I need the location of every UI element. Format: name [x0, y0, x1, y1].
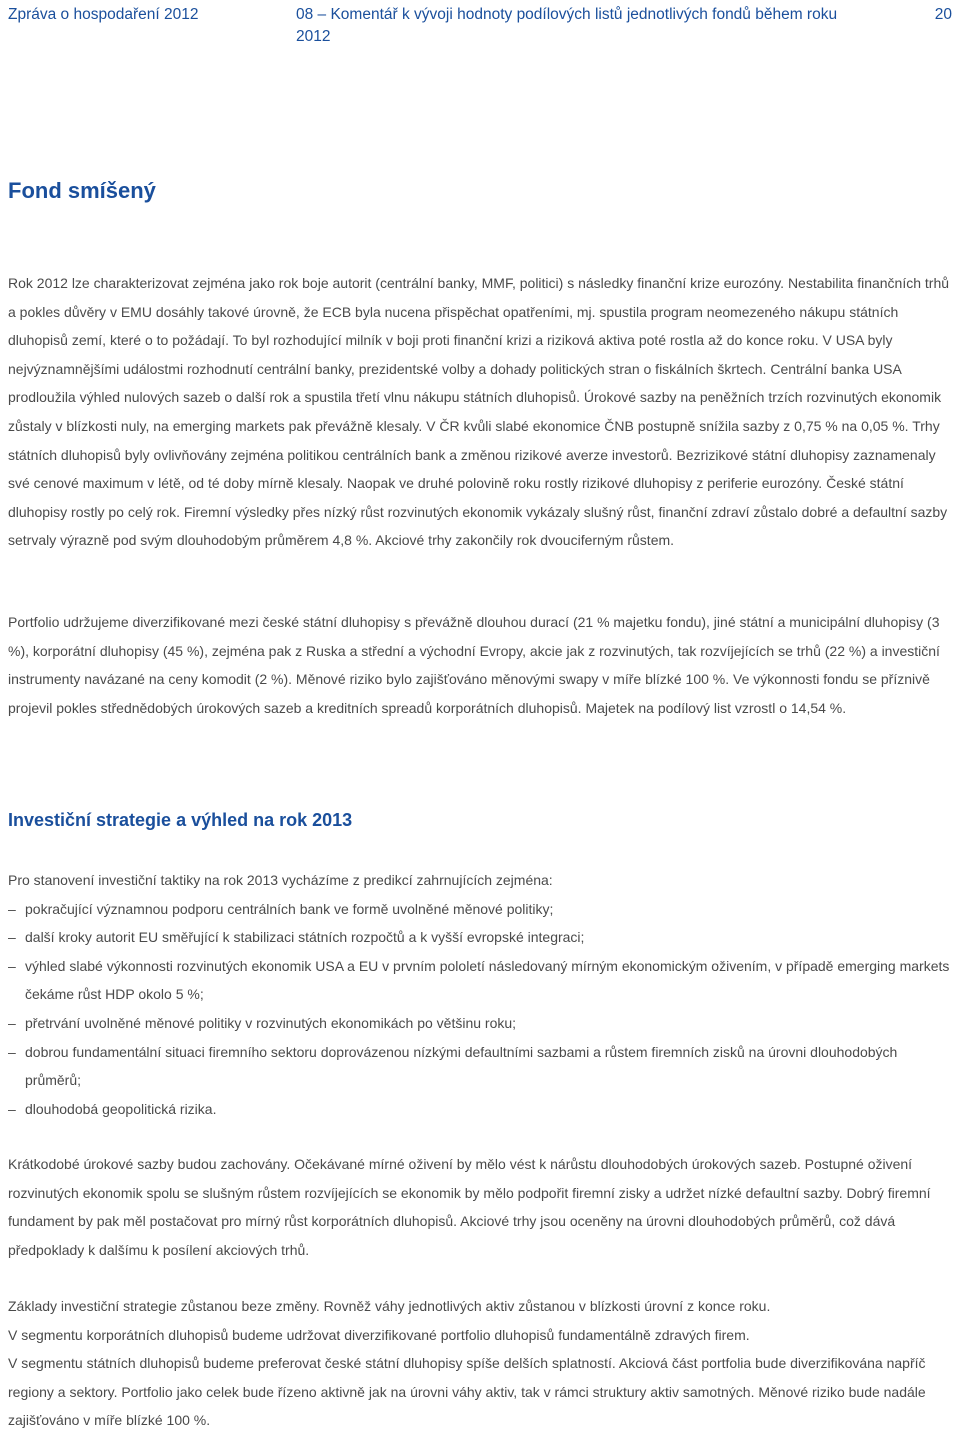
list-item — [8, 1038, 956, 1095]
list-item — [8, 895, 956, 924]
list-item-text: dlouhodobá geopolitická rizika. — [25, 1100, 217, 1117]
report-title: Zpráva o hospodaření 2012 — [8, 6, 199, 23]
fund-commentary-paragraph — [8, 269, 956, 555]
dash-marker: – — [8, 929, 16, 946]
paragraph-line: V segmentu korporátních dluhopisů budeme udržovat diverzifikované portfolio dluhopisů fundamentálně zdravých firem. — [8, 1326, 750, 1343]
paragraph: Pro stanovení investiční taktiky na rok 2013 vycházíme z predikcí zahrnujících zejména: — [8, 872, 553, 888]
portfolio-paragraph — [8, 608, 956, 722]
section-title-fund: Fond smíšený — [8, 178, 156, 203]
list-item — [8, 952, 956, 1009]
dash-marker: – — [8, 900, 16, 917]
prediction-list — [8, 895, 956, 1124]
dash-marker: – — [8, 1014, 16, 1031]
strategy-intro — [8, 866, 956, 1123]
list-item-text: další kroky autorit EU směřující k stabilizaci státních rozpočtů a k vyšší evropské integraci; — [25, 929, 585, 946]
chapter-title: 08 – Komentář k vývoji hodnoty podílových listů jednotlivých fondů během roku 2012 — [296, 6, 838, 45]
outlook-paragraph — [8, 1150, 956, 1264]
list-item-text: pokračující významnou podporu centrálních bank ve formě uvolněné měnové politiky; — [25, 900, 554, 917]
paragraph-line: Základy investiční strategie zůstanou beze změny. Rovněž váhy jednotlivých aktiv zůstanou v blízkosti úrovní z konce roku. — [8, 1298, 771, 1314]
dash-marker: – — [8, 957, 16, 974]
list-item-text: přetrvání uvolněné měnové politiky v rozvinutých ekonomikách po většinu roku; — [25, 1014, 517, 1031]
closing-paragraph — [8, 1292, 956, 1435]
dash-marker: – — [8, 1043, 16, 1060]
paragraph: Rok 2012 lze charakterizovat zejména jako rok boje autorit (centrální banky, MMF, politici) s následky finanční krize eurozóny. Nestabilita finančních trhů a pokles důvěry v EMU dosáhly takové úrovně, že ECB byla nucena přispěchat opatřeními, mj. spustila program neomezeného nákupu státních dluhopisů zemí, které o to požádají. To byl rozhodující milník v boji proti finanční krizi a riziková aktiva poté rostla až do konce roku. V USA byly nejvýznamnějšími událostmi rozhodnutí centrální banky, prezidentské volby a dohady politických stran o fiskálních škrtech. Centrální banka USA prodloužila výhled nulových sazeb o další rok a spustila třetí vlnu nákupu státních dluhopisů. Úrokové sazby na peněžních trzích rozvinutých ekonomik zůstaly v blízkosti nuly, na emerging markets pak převážně klesaly. V ČR kvůli slabé ekonomice ČNB postupně snížila sazby z 0,75 % na 0,05 %. Trhy státních dluhopisů byly ovlivňovány zejména politikou centrálních bank a změnou rizikové averze investorů. Bezrizikové státní dluhopisy zaznamenaly své cenové maximum v létě, od té doby mírně klesaly. Naopak ve druhé polovině roku rostly rizikové dluhopisy z periferie eurozóny. České státní dluhopisy rostly po celý rok. Firemní výsledky přes nízký růst rozvinutých ekonomik vykázaly slušný růst, finanční zdraví zůstalo dobré a defaultní sazby setrvaly výrazně pod svým dlouhodobým průměrem 4,8 %. Akciové trhy zakončily rok dvouciferným růstem. — [8, 275, 950, 549]
list-item — [8, 1009, 956, 1038]
list-item-text: dobrou fundamentální situaci firemního sektoru doprovázenou nízkými defaultními sazbami a růstem firemních zisků na úrovni dlouhodobých průměrů; — [25, 1043, 898, 1089]
paragraph: Krátkodobé úrokové sazby budou zachovány. Očekávané mírné oživení by mělo vést k nárůstu dlouhodobých úrokových sazeb. Postupné oživení rozvinutých ekonomik spolu se slušným růstem rozvíjejících se ekonomik by mělo podpořit firemní zisky a udržet nízké defaultní sazby. Dobrý firemní fundament by pak měl postačovat pro mírný růst korporátních dluhopisů. Akciové trhy jsou oceněny na úrovni dlouhodobých průměrů, což dává předpoklady k dalšímu k posílení akciových trhů. — [8, 1156, 931, 1258]
paragraph-line: V segmentu státních dluhopisů budeme preferovat české státní dluhopisy spíše delších splatností. Akciová část portfolia bude diverzifikována napříč regiony a sektory. Portfolio jako celek bude řízeno aktivně jak na úrovni váhy aktiv, tak v rámci struktury aktiv samotných. Měnové riziko bude nadále zajišťováno v míře blízké 100 %. — [8, 1355, 926, 1429]
section-title-strategy: Investiční strategie a výhled na rok 2013 — [8, 810, 353, 830]
paragraph: Portfolio udržujeme diverzifikované mezi české státní dluhopisy s převážně dlouhou durací (21 % majetku fondu), jiné státní a municipální dluhopisy (3 %), korporátní dluhopisy (45 %), zejména pak z Ruska a střední a východní Evropy, akcie jak z rozvinutých, tak rozvíjejících se trhů (22 %) a investiční instrumenty navázané na ceny komodit (2 %). Měnové riziko bylo zajišťováno měnovými swapy v míře blízké 100 %. Ve výkonnosti fondu se příznivě projevil pokles střednědobých úrokových sazeb a kreditních spreadů korporátních dluhopisů. Majetek na podílový list vzrostl o 14,54 %. — [8, 614, 940, 716]
page-header — [8, 4, 952, 48]
dash-marker: – — [8, 1100, 16, 1117]
list-item — [8, 923, 956, 952]
list-item-text: výhled slabé výkonnosti rozvinutých ekonomik USA a EU v prvním pololetí následovaný mírným ekonomickým oživením, v případě emerging markets čekáme růst HDP okolo 5 %; — [25, 957, 950, 1003]
page-number: 20 — [934, 6, 952, 23]
list-item — [8, 1095, 956, 1124]
